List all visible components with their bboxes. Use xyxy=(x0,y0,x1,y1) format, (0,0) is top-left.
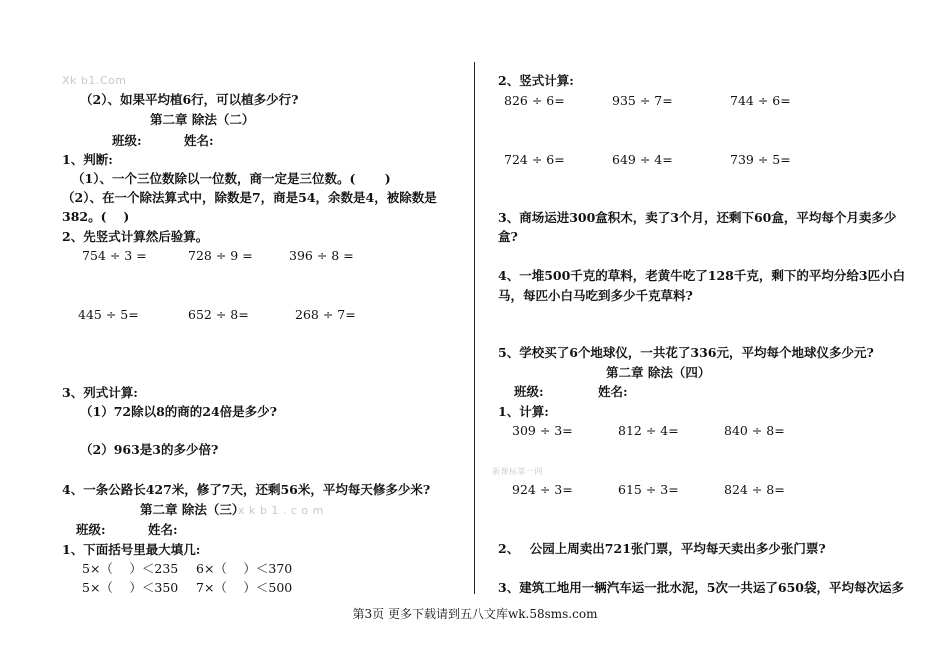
class-label: 班级: xyxy=(514,384,544,399)
judge-item-2-cont: 382。( ) xyxy=(62,209,130,224)
vertical-calc-heading: 2、先竖式计算然后验算。 xyxy=(62,229,209,244)
calc-item: 268 ÷ 7= xyxy=(295,307,356,322)
blocks-problem-cont: 盒? xyxy=(498,229,518,244)
cement-problem: 3、建筑工地用一辆汽车运一批水泥，5次一共运了650袋，平均每次运多 xyxy=(498,580,904,595)
watermark-top-left: Xk b1.Com xyxy=(62,74,127,87)
inequality-item: 5×（ ）＜235 xyxy=(82,561,179,576)
park-ticket-problem: 2、 公园上周卖出721张门票，平均每天卖出多少张门票? xyxy=(498,541,826,556)
calc-item: 924 ÷ 3= xyxy=(512,482,573,497)
chapter2-section2-title: 第二章 除法（二） xyxy=(150,112,255,127)
calc-item: 649 ÷ 4= xyxy=(612,152,673,167)
name-label: 姓名: xyxy=(184,133,214,148)
expression-item-1: （1）72除以8的商的24倍是多少? xyxy=(80,404,278,419)
expression-calc-heading: 3、列式计算: xyxy=(62,385,138,400)
fill-max-heading: 1、下面括号里最大填几: xyxy=(62,542,201,557)
calc-item: 812 ÷ 4= xyxy=(618,423,679,438)
calc-item: 744 ÷ 6= xyxy=(730,93,791,108)
calc-item: 824 ÷ 8= xyxy=(724,482,785,497)
blocks-problem: 3、商场运进300盒积木，卖了3个月，还剩下60盒，平均每个月卖多少 xyxy=(498,210,897,225)
hay-problem-cont: 马，每匹小白马吃到多少千克草料? xyxy=(498,288,693,303)
globe-problem: 5、学校买了6个地球仪，一共花了336元，平均每个地球仪多少元? xyxy=(498,345,874,360)
judge-heading: 1、判断: xyxy=(62,152,113,167)
calc-item: 724 ÷ 6= xyxy=(504,152,565,167)
calc-item: 826 ÷ 6= xyxy=(504,93,565,108)
chapter2-section4-title: 第二章 除法（四） xyxy=(606,365,711,380)
left-line-1: （2）、如果平均植6行，可以植多少行? xyxy=(80,92,299,107)
class-label: 班级: xyxy=(76,522,106,537)
vertical-calc-heading-right: 2、竖式计算: xyxy=(498,73,574,88)
judge-item-1: （1）、一个三位数除以一位数，商一定是三位数。( ) xyxy=(72,171,391,186)
calc-item: 840 ÷ 8= xyxy=(724,423,785,438)
calc-item: 935 ÷ 7= xyxy=(612,93,673,108)
road-problem: 4、一条公路长427米，修了7天，还剩56米，平均每天修多少米? xyxy=(62,482,431,497)
hay-problem: 4、一堆500千克的草料，老黄牛吃了128千克，剩下的平均分给3匹小白 xyxy=(498,268,906,283)
name-label: 姓名: xyxy=(148,522,178,537)
name-label: 姓名: xyxy=(598,384,628,399)
inequality-item: 6×（ ）＜370 xyxy=(196,561,293,576)
calc-heading: 1、计算: xyxy=(498,404,549,419)
class-label: 班级: xyxy=(112,133,142,148)
calc-item: 754 ÷ 3 = xyxy=(82,248,147,263)
calc-item: 728 ÷ 9 = xyxy=(188,248,253,263)
page-footer: 第3页 更多下载请到五八文库wk.58sms.com xyxy=(352,607,598,621)
column-divider xyxy=(474,62,475,594)
judge-item-2: （2）、在一个除法算式中，除数是7，商是54，余数是4，被除数是 xyxy=(62,190,437,205)
calc-item: 652 ÷ 8= xyxy=(188,307,249,322)
inequality-item: 7×（ ）＜500 xyxy=(196,580,293,595)
calc-item: 396 ÷ 8 = xyxy=(289,248,354,263)
calc-item: 739 ÷ 5= xyxy=(730,152,791,167)
calc-item: 445 ÷ 5= xyxy=(78,307,139,322)
calc-item: 615 ÷ 3= xyxy=(618,482,679,497)
chapter2-section3-title: 第二章 除法（三） xyxy=(140,502,245,517)
watermark-small: 新课标第一网 xyxy=(492,467,543,476)
watermark-mid: x k b 1 . c o m xyxy=(238,504,324,517)
expression-item-2: （2）963是3的多少倍? xyxy=(80,442,219,457)
inequality-item: 5×（ ）＜350 xyxy=(82,580,179,595)
calc-item: 309 ÷ 3= xyxy=(512,423,573,438)
